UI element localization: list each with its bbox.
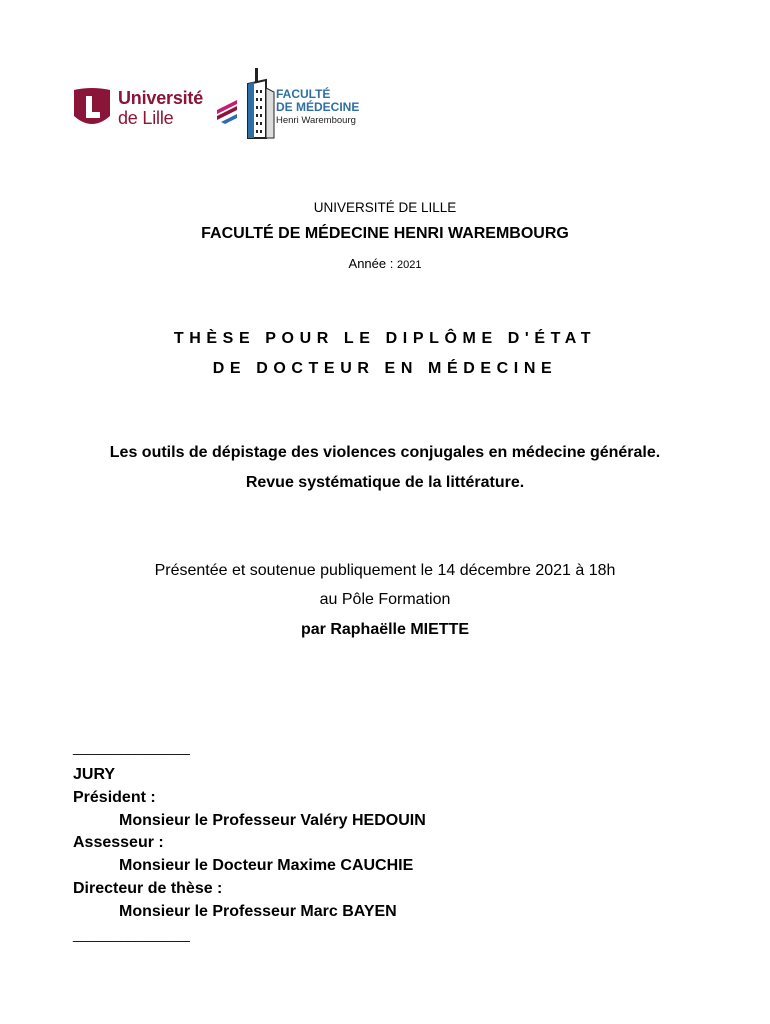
year-label: Année : [348,256,397,271]
logo-university-line1: Université [118,88,204,108]
logo-faculty-line3: Henri Warembourg [276,115,356,126]
assessor-label: Assesseur : [73,834,164,851]
thesis-title-line1: Les outils de dépistage des violences conjugales en médecine générale. [109,444,661,461]
thesis-type-line2: DE DOCTEUR EN MÉDECINE [212,360,558,377]
logo-faculty-line1: FACULTÉ [276,87,331,101]
director-name: Monsieur le Professeur Marc BAYEN [119,903,397,920]
jury-bottom-rule: _______________ [73,926,190,942]
faculte-de-medecine-logo [240,66,395,144]
faculty-building-icon [240,66,276,140]
jury-heading: JURY [73,766,116,783]
universite-de-lille-emblem-icon [72,86,112,130]
president-label: Président : [73,789,156,806]
logo-university-line2: de Lille [118,108,174,128]
author-name: par Raphaëlle MIETTE [300,621,470,638]
header-logos [70,66,390,144]
year-value: 2021 [396,259,422,271]
defense-date: Présentée et soutenue publiquement le 14 décembre 2021 à 18h [154,562,616,579]
jury-top-rule: _______________ [73,739,190,755]
faculty-name: FACULTÉ DE MÉDECINE HENRI WAREMBOURG [201,225,569,242]
logo-faculty-line2: DE MÉDECINE [276,100,360,114]
thesis-title-line2: Revue systématique de la littérature. [245,474,525,491]
academic-year [0,256,770,271]
director-label: Directeur de thèse : [73,880,223,897]
assessor-name: Monsieur le Docteur Maxime CAUCHIE [119,857,414,874]
president-name: Monsieur le Professeur Valéry HEDOUIN [119,812,426,829]
thesis-type-line1: THÈSE POUR LE DIPLÔME D'ÉTAT [173,330,597,347]
universite-de-lille-logo [72,86,222,130]
defense-location: au Pôle Formation [319,591,451,608]
university-name: UNIVERSITÉ DE LILLE [313,200,457,215]
logo-separator-icon [215,96,239,124]
